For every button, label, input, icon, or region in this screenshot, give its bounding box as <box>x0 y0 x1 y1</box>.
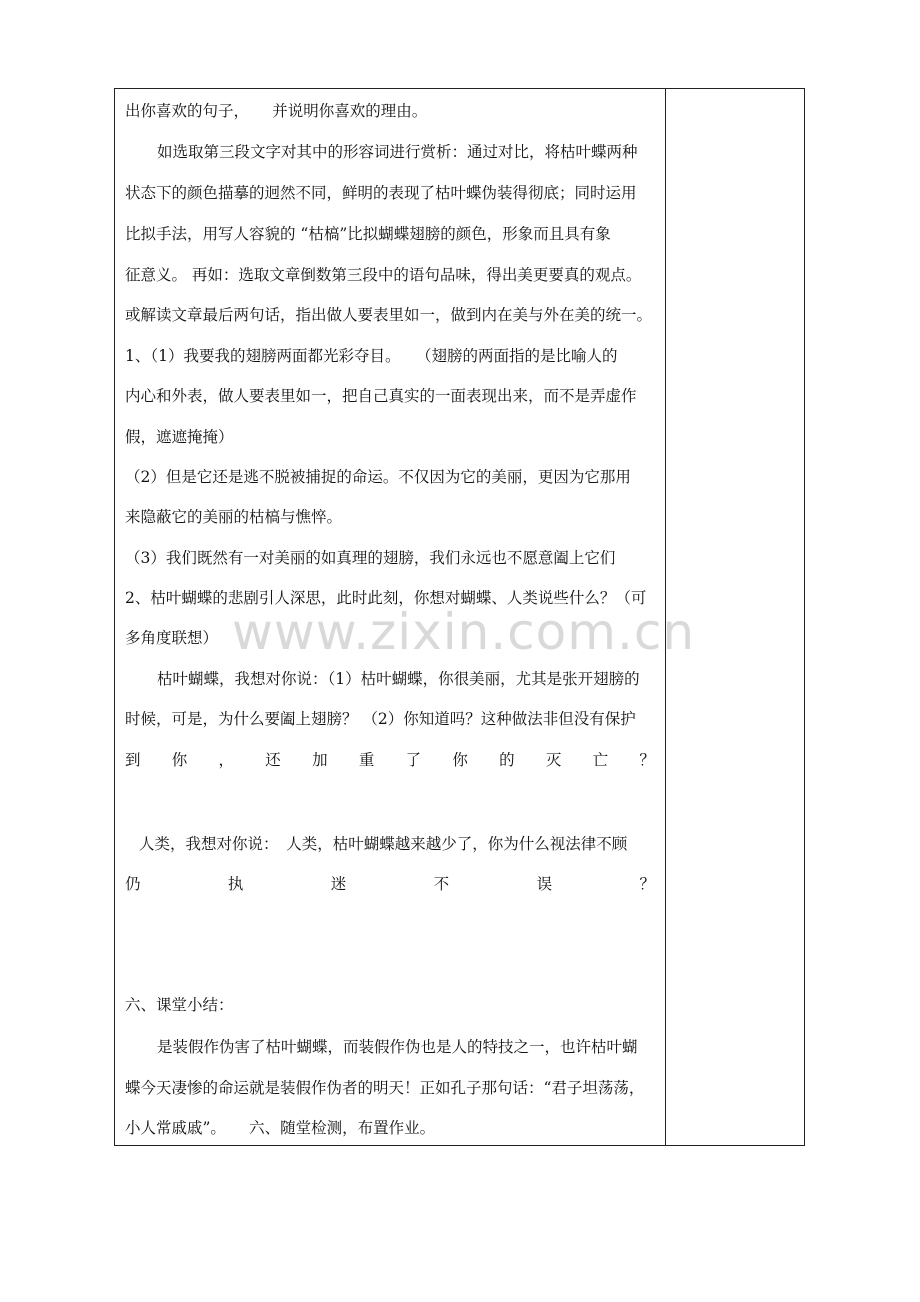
text-line: （2）但是它还是逃不脱被捕捉的命运。不仅因为它的美丽，更因为它那用 <box>125 468 631 486</box>
watermark: www.zixin.com.cn <box>232 603 696 661</box>
text-line: 来隐蔽它的美丽的枯槁与憔悴。 <box>125 508 343 526</box>
text-line: 时候，可是，为什么要阖上翅膀？ （2）你知道吗？这种做法非但没有保护 <box>125 710 636 728</box>
text-line: 2、枯叶蝴蝶的悲剧引人深思，此时此刻，你想对蝴蝶、人类说些什么？（可 <box>125 589 647 607</box>
spread-char: 仍 <box>125 875 141 893</box>
spread-line-2 <box>125 874 655 894</box>
spread-char: 了 <box>405 751 422 769</box>
spread-char: 亡 <box>592 751 609 769</box>
spread-char: 灭 <box>545 751 562 769</box>
text-line: （3）我们既然有一对美丽的如真理的翅膀，我们永远也不愿意阖上它们 <box>125 549 616 567</box>
section-heading: 六、课堂小结： <box>125 996 234 1014</box>
spread-char: ？ <box>639 751 655 769</box>
text-line: 1、（1）我要我的翅膀两面都光彩夺目。 （翅膀的两面指的是比喻人的 <box>125 347 618 365</box>
text-line: 小人常戚戚”。 六、随堂检测，布置作业。 <box>125 1119 436 1137</box>
spread-char: 迷 <box>330 875 347 893</box>
text-line: 比拟手法，用写人容貌的 “枯槁”比拟蝴蝶翅膀的颜色，形象而且具有象 <box>125 225 611 243</box>
text-line: 人类，我想对你说： 人类，枯叶蝴蝶越来越少了，你为什么视法律不顾 <box>139 835 628 853</box>
spread-char: 执 <box>227 875 244 893</box>
spread-line-1 <box>125 750 655 770</box>
text-line: 多角度联想） <box>125 629 219 647</box>
spread-char: 不 <box>433 875 450 893</box>
spread-char: ， <box>218 751 235 769</box>
text-line: 或解读文章最后两句话，指出做人要表里如一，做到内在美与外在美的统一。 <box>125 306 653 324</box>
spread-char: 重 <box>358 751 375 769</box>
text-line: 蝶今天凄惨的命运就是装假作伪者的明天！正如孔子那句话：“君子坦荡荡， <box>125 1079 645 1097</box>
spread-char: 加 <box>312 751 328 769</box>
text-line: 出你喜欢的句子， 并说明你喜欢的理由。 <box>125 102 428 120</box>
spread-char: 到 <box>125 751 141 769</box>
spread-char: 你 <box>171 751 188 769</box>
text-line: 状态下的颜色描摹的迥然不同，鲜明的表现了枯叶蝶伪装得彻底；同时运用 <box>125 184 637 202</box>
spread-char: 还 <box>265 751 281 769</box>
text-line: 征意义。 再如：选取文章倒数第三段中的语句品味，得出美更要真的观点。 <box>125 266 642 284</box>
text-line: 是装假作伪害了枯叶蝴蝶，而装假作伪也是人的特技之一，也许枯叶蝴 <box>157 1038 638 1056</box>
spread-char: 的 <box>499 751 515 769</box>
text-line: 假，遮遮掩掩） <box>125 428 234 446</box>
spread-char: ？ <box>639 875 655 893</box>
spread-char: 误 <box>536 875 553 893</box>
spread-char: 你 <box>452 751 468 769</box>
text-line: 如选取第三段文字对其中的形容词进行赏析：通过对比，将枯叶蝶两种 <box>157 143 638 161</box>
text-line: 枯叶蝴蝶，我想对你说：（1）枯叶蝴蝶，你很美丽，尤其是张开翅膀的 <box>157 670 640 688</box>
text-line: 内心和外表，做人要表里如一，把自己真实的一面表现出来，而不是弄虚作 <box>125 387 637 405</box>
